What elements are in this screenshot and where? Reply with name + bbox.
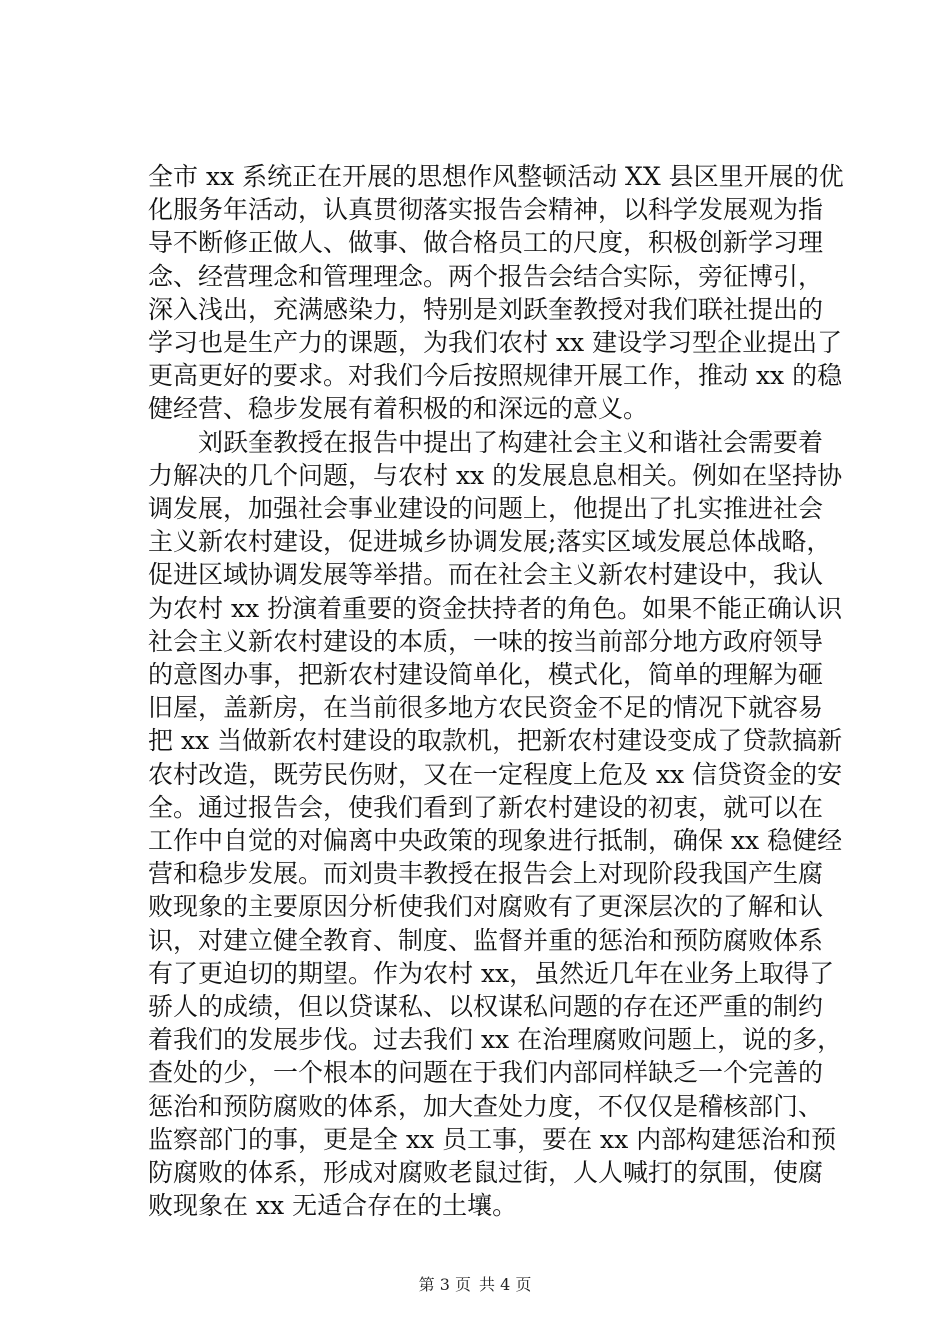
- text-line: 的意图办事，把新农村建设简单化，模式化，简单的理解为砸: [148, 660, 824, 690]
- text-line: 识，对建立健全教育、制度、监督并重的惩治和预防腐败体系: [148, 925, 824, 955]
- paragraph-1: [148, 160, 844, 426]
- paragraph-2: [148, 426, 843, 1223]
- text-line: 监察部门的事，更是全 xx 员工事，要在 xx 内部构建惩治和预: [148, 1124, 837, 1154]
- text-line: 全。通过报告会，使我们看到了新农村建设的初衷，就可以在: [148, 792, 824, 822]
- text-line: 工作中自觉的对偏离中央政策的现象进行抵制，确保 xx 稳健经: [148, 826, 843, 856]
- page-number: 第 3 页: [418, 1275, 471, 1294]
- text-line: 农村改造，既劳民伤财，又在一定程度上危及 xx 信贷资金的安: [148, 759, 843, 789]
- text-line: 败现象在 xx 无适合存在的土壤。: [148, 1191, 518, 1221]
- text-line: 念、经营理念和管理理念。两个报告会结合实际，旁征博引，: [148, 261, 824, 291]
- text-line: 社会主义新农村建设的本质，一味的按当前部分地方政府领导: [148, 626, 824, 656]
- text-line: 把 xx 当做新农村建设的取款机，把新农村建设变成了贷款搞新: [148, 726, 843, 756]
- text-line: 主义新农村建设，促进城乡协调发展;落实区域发展总体战略，: [148, 527, 832, 557]
- text-line: 更高更好的要求。对我们今后按照规律开展工作，推动 xx 的稳: [148, 361, 843, 391]
- text-line: 化服务年活动，认真贯彻落实报告会精神，以科学发展观为指: [148, 195, 824, 225]
- text-line: 营和稳步发展。而刘贵丰教授在报告会上对现阶段我国产生腐: [148, 859, 824, 889]
- text-line: 学习也是生产力的课题，为我们农村 xx 建设学习型企业提出了: [148, 328, 843, 358]
- text-line: 促进区域协调发展等举措。而在社会主义新农村建设中，我认: [148, 560, 824, 590]
- text-line: 力解决的几个问题，与农村 xx 的发展息息相关。例如在坚持协: [148, 460, 843, 490]
- text-line: 深入浅出，充满感染力，特别是刘跃奎教授对我们联社提出的: [148, 294, 824, 324]
- text-line: 败现象的主要原因分析使我们对腐败有了更深层次的了解和认: [148, 892, 824, 922]
- text-line: 全市 xx 系统正在开展的思想作风整顿活动 XX 县区里开展的优: [148, 162, 844, 191]
- text-line: 刘跃奎教授在报告中提出了构建社会主义和谐社会需要着: [148, 427, 824, 457]
- text-line: 查处的少，一个根本的问题在于我们内部同样缺乏一个完善的: [148, 1058, 824, 1088]
- text-line: 骄人的成绩，但以贷谋私、以权谋私问题的存在还严重的制约: [148, 992, 824, 1022]
- text-line: 有了更迫切的期望。作为农村 xx，虽然近几年在业务上取得了: [148, 958, 835, 988]
- text-line: 旧屋，盖新房，在当前很多地方农民资金不足的情况下就容易: [148, 693, 824, 723]
- text-line: 惩治和预防腐败的体系，加大查处力度，不仅仅是稽核部门、: [148, 1091, 824, 1121]
- page-footer: [0, 1272, 950, 1295]
- text-line: 着我们的发展步伐。过去我们 xx 在治理腐败问题上，说的多，: [148, 1025, 843, 1055]
- text-line: 导不断修正做人、做事、做合格员工的尺度，积极创新学习理: [148, 228, 824, 258]
- text-line: 为农村 xx 扮演着重要的资金扶持者的角色。如果不能正确认识: [148, 593, 843, 623]
- text-line: 调发展，加强社会事业建设的问题上，他提出了扎实推进社会: [148, 494, 824, 524]
- text-line: 防腐败的体系，形成对腐败老鼠过街，人人喊打的氛围，使腐: [148, 1158, 824, 1188]
- text-line: 健经营、稳步发展有着积极的和深远的意义。: [148, 394, 649, 424]
- body-text: [148, 160, 844, 1223]
- total-pages: 共 4 页: [479, 1275, 532, 1294]
